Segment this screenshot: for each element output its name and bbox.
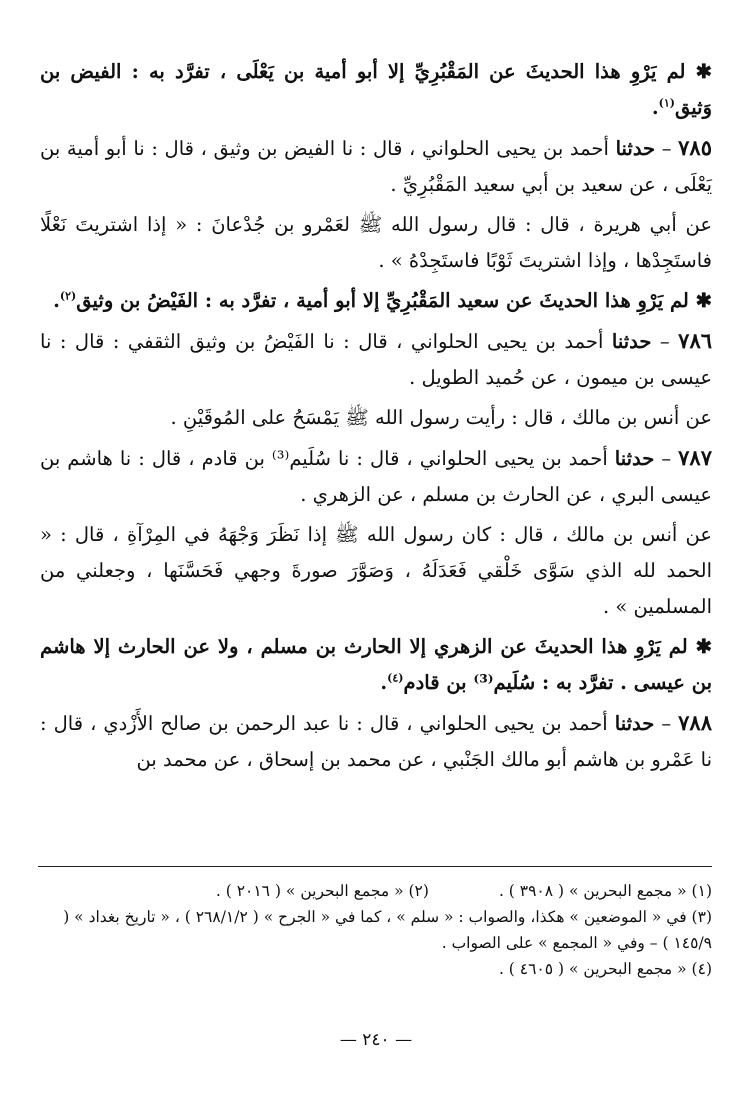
hadith-text: عن أبي هريرة ، قال : قال رسول الله ﷺ لعَمْرو بن جُدْعانَ : « إذا اشتريتَ نَعْلًا فاستَجِدْها ، وإذا اشتريتَ ثَوْبًا فاستَجِدْهُ » . — [40, 213, 712, 272]
footnote-2: (٢) « مجمع البحرين » ( ٢٠١٦ ) . — [215, 882, 429, 900]
hadith-text: عن أنس بن مالك ، قال : رأيت رسول الله ﷺ يَمْسَحُ على المُوقَيْنِ . — [170, 406, 712, 429]
hadith-chain: أحمد بن يحيى الحلواني ، قال : نا سُلَيم⁽³⁾ بن قادم ، قال : نا هاشم بن عيسى البري ، عن الحارث بن مسلم ، عن الزهري . — [40, 447, 712, 506]
hadith-chain: أحمد بن يحيى الحلواني ، قال : نا عبد الرحمن بن صالح الأَزْدي ، قال : نا عَمْرو بن هاشم أبو مالك الجَنْبي ، عن محمد بن إسحاق ، عن محمد بن — [40, 712, 712, 771]
note-paragraph: ✱ لم يَرْوِ هذا الحديثَ عن الزهري إلا الحارث بن مسلم ، ولا عن الحارث إلا هاشم بن عيسى . تفرَّد به : سُلَيم⁽³⁾ بن قادم$^{(٤)}$. — [40, 635, 712, 694]
footnote-ref: (١) — [658, 96, 675, 110]
hadith-number: ٧٨٨ — [678, 710, 712, 735]
footnote-divider — [38, 866, 712, 867]
hadith-text: عن أنس بن مالك ، قال : كان رسول الله ﷺ إذا نَظَرَ وَجْهَهُ في المِرْآةِ ، قال : « الحمد لله الذي سَوَّى خَلْقي فَعَدَلَهُ ، وَصَوَّرَ صورةَ وجهي فَحَسَّنَها ، وجعلني من المسلمين » . — [40, 523, 712, 618]
footnote-3: (٣) في « الموضعين » هكذا، والصواب : « سلم » ، كما في « الجرح » ( ٢٦٨/١/٢ ) ، « تاريخ بغداد » ( ١٤٥/٩ ) – وفي « المجمع » على الصواب . — [63, 908, 712, 952]
hadith-paragraph: ٧٨٥ – حدثنا أحمد بن يحيى الحلواني ، قال : نا الفيض بن وثيق ، قال : نا أبو أمية بن يَعْلَى ، عن سعيد بن أبي سعيد المَقْبُرِيِّ . — [40, 135, 712, 196]
footnote-ref: (٢) — [59, 289, 77, 303]
hadith-lead: حدثنا — [614, 712, 655, 735]
page-number: — ٢٤٠ — — [339, 1030, 413, 1050]
note-paragraph: ✱ لم يَرْوِ هذا الحديثَ عن المَقْبُرِيِّ إلا أبو أمية بن يَعْلَى ، تفرَّد به : الفيض بن وَثيق$^{(١)}$. — [40, 60, 712, 119]
hadith-number: ٧٨٦ — [678, 328, 713, 353]
footnote-row — [40, 878, 712, 904]
hadith-lead: حدثنا — [611, 330, 652, 353]
hadith-paragraph: ٧٨٨ – حدثنا أحمد بن يحيى الحلواني ، قال : نا عبد الرحمن بن صالح الأَزْدي ، قال : نا عَمْرو بن هاشم أبو مالك الجَنْبي ، عن محمد بن إسحاق ، عن محمد بن — [40, 710, 712, 771]
footnotes-block — [40, 878, 712, 982]
hadith-lead: حدثنا — [614, 447, 655, 470]
hadith-paragraph: ٧٨٧ – حدثنا أحمد بن يحيى الحلواني ، قال : نا سُلَيم⁽³⁾ بن قادم ، قال : نا هاشم بن عيسى البري ، عن الحارث بن مسلم ، عن الزهري . — [40, 445, 712, 506]
hadith-paragraph: ٧٨٦ – حدثنا أحمد بن يحيى الحلواني ، قال : نا الفَيْضُ بن وثيق الثقفي : قال : نا عيسى بن ميمون ، عن حُميد الطويل . — [40, 328, 713, 389]
hadith-chain: أحمد بن يحيى الحلواني ، قال : نا الفَيْضُ بن وثيق الثقفي : قال : نا عيسى بن ميمون ، عن حُميد الطويل . — [40, 330, 712, 389]
hadith-chain: أحمد بن يحيى الحلواني ، قال : نا الفيض بن وثيق ، قال : نا أبو أمية بن يَعْلَى ، عن سعيد بن أبي سعيد المَقْبُرِيِّ . — [40, 137, 712, 196]
hadith-number: ٧٨٥ — [678, 135, 712, 160]
footnote-ref: (٤) — [387, 671, 404, 685]
hadith-number: ٧٨٧ — [678, 445, 712, 470]
footnote-4: (٤) « مجمع البحرين » ( ٤٦٠٥ ) . — [498, 960, 712, 978]
footnote-1: (١) « مجمع البحرين » ( ٣٩٠٨ ) . — [498, 882, 712, 900]
hadith-lead: حدثنا — [615, 137, 656, 160]
note-paragraph: ✱ لم يَرْوِ هذا الحديثَ عن سعيد المَقْبُرِيِّ إلا أبو أمية ، تفرَّد به : الفَيْضُ بن وثيق$^{(٢)}$. — [53, 289, 712, 312]
